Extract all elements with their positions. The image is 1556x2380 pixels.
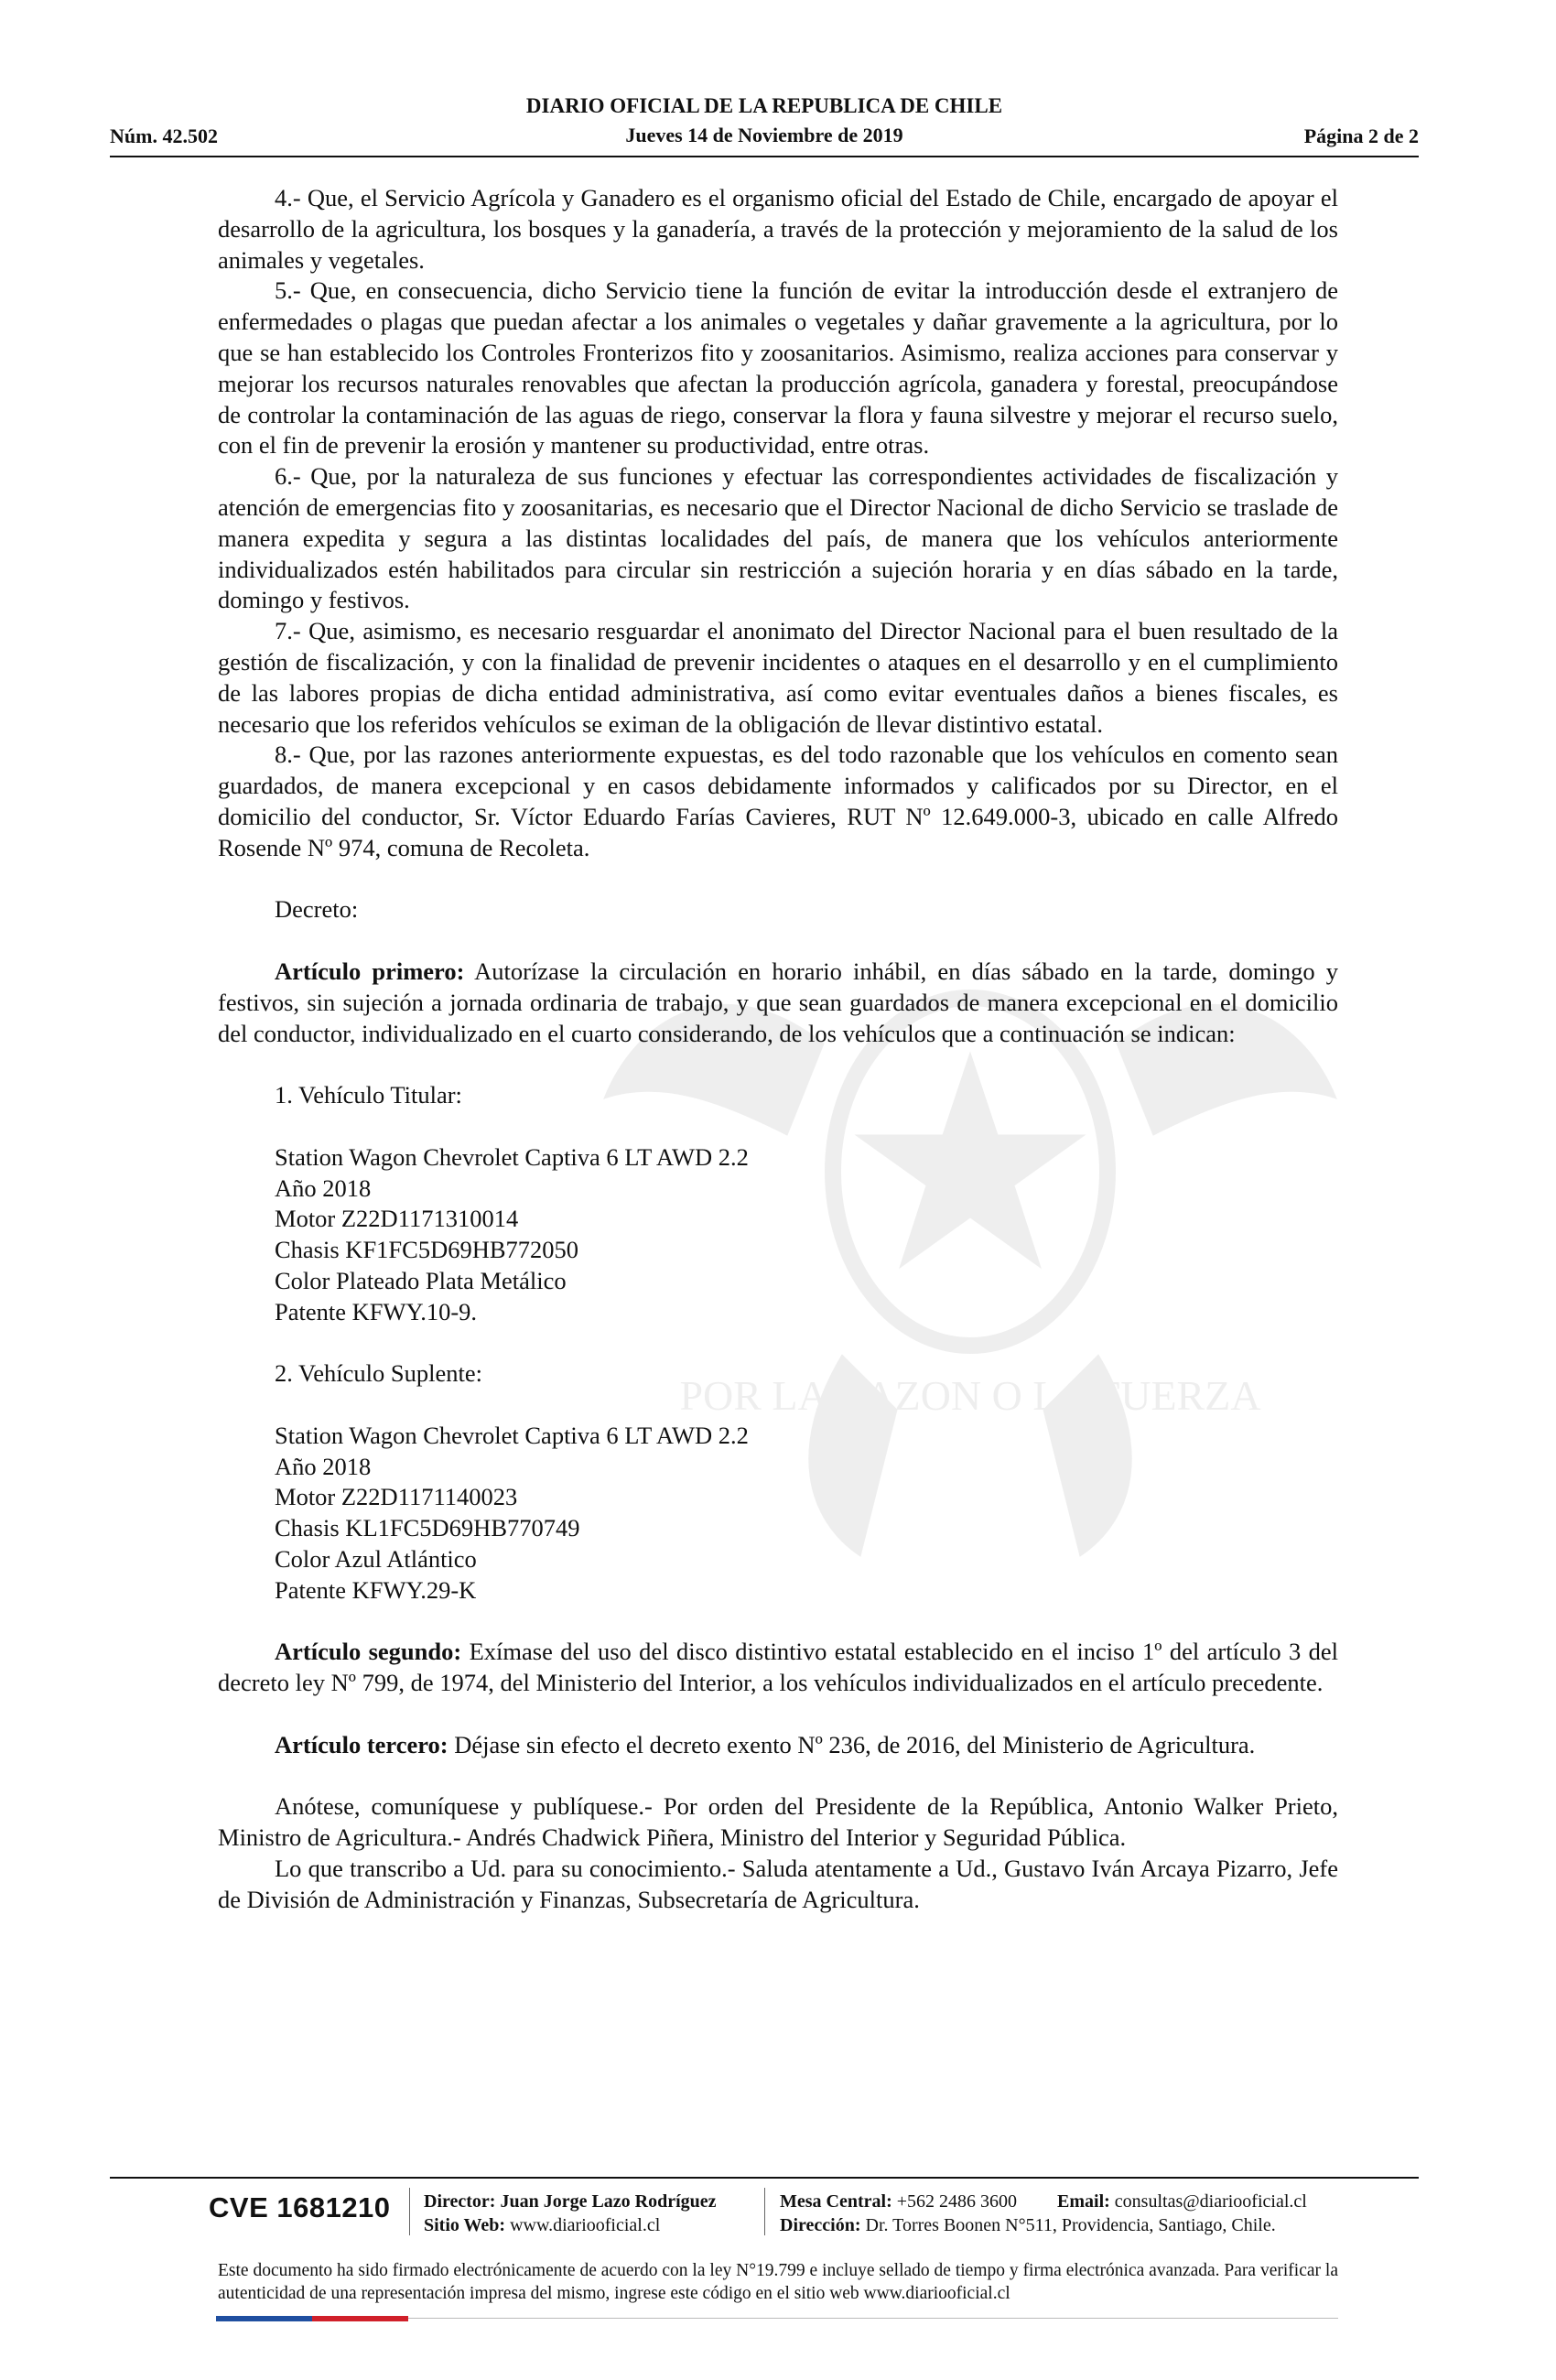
- vehicle-1-plate: Patente KFWY.10-9.: [275, 1297, 478, 1325]
- spacer: [218, 1761, 1338, 1792]
- spacer: [218, 1390, 1338, 1421]
- vehicle-2-details: [218, 1421, 1338, 1606]
- spacer: [218, 1049, 1338, 1080]
- vehicle-2-plate: Patente KFWY.29-K: [275, 1575, 477, 1604]
- considerando-8: 8.- Que, por las razones anteriormente expuestas, es del todo razonable que los vehículos en comento sean guardados, de manera excepcional y en casos debidamente informados y calificados por su Director, en el domicilio del conductor, Sr. Víctor Eduardo Farías Cavieres, RUT Nº 12.649.000-3, ubicado en calle Alfredo Rosende Nº 974, comuna de Recoleta.: [218, 741, 1338, 861]
- footer-divider: [110, 2177, 1419, 2179]
- spacer: [218, 1111, 1338, 1142]
- watermark-motto: POR LA RAZON O LA FUERZA: [679, 1372, 1261, 1419]
- articulo-segundo-text: Exímase del uso del disco distintivo estatal establecido en el inciso 1º del artículo 3 del decreto ley Nº 799, de 1974, del Ministerio del Interior, a los vehículos individualizados en el artículo precedente.: [218, 1638, 1338, 1697]
- footer-separator: [409, 2188, 410, 2235]
- bottom-divider: [408, 2318, 1338, 2319]
- footer-website: [424, 2213, 717, 2237]
- transcription-paragraph: Lo que transcribo a Ud. para su conocimiento.- Saluda atentamente a Ud., Gustavo Iván Arcaya Pizarro, Jefe de División de Administración y Finanzas, Subsecretaría de Agricultura.: [218, 1855, 1338, 1913]
- vehicle-2-model: Station Wagon Chevrolet Captiva 6 LT AWD 2.2: [275, 1421, 749, 1449]
- spacer: [218, 864, 1338, 895]
- footer-contact-block: [780, 2190, 1307, 2237]
- decreto-heading: Decreto:: [275, 895, 359, 924]
- vehicle-1-heading: 1. Vehículo Titular:: [275, 1081, 462, 1109]
- address-label: Dirección:: [780, 2215, 861, 2235]
- vehicle-1-model: Station Wagon Chevrolet Captiva 6 LT AWD 2.2: [275, 1142, 749, 1171]
- website-link[interactable]: www.diariooficial.cl: [510, 2215, 661, 2235]
- email-link[interactable]: consultas@diariooficial.cl: [1114, 2191, 1307, 2212]
- spacer: [218, 1327, 1338, 1358]
- vehicle-2-heading: 2. Vehículo Suplente:: [275, 1359, 482, 1388]
- spacer: [218, 1606, 1338, 1638]
- spacer: [218, 1699, 1338, 1730]
- vehicle-2-year: Año 2018: [275, 1452, 372, 1480]
- vehicle-1-details: [218, 1142, 1338, 1328]
- document-body: [218, 183, 1338, 1916]
- vehicle-1-chassis: Chasis KF1FC5D69HB772050: [275, 1236, 579, 1264]
- articulo-tercero-label: Artículo tercero:: [275, 1730, 448, 1758]
- flag-color-bar: [216, 2316, 408, 2321]
- website-label: Sitio Web:: [424, 2215, 506, 2235]
- considerando-6: 6.- Que, por la naturaleza de sus funciones y efectuar las correspondientes actividades de fiscalización y atención de emergencias fito y zoosanitarias, es necesario que el Director Nacional de dicho Servicio se traslade de manera expedita y segura a las distintas localidades del país, de manera que los vehículos anteriormente individualizados estén habilitados para circular sin restricción a sujeción horaria y en días sábado en la tarde, domingo y festivos.: [218, 462, 1338, 614]
- digital-signature-note: Este documento ha sido firmado electrónicamente de acuerdo con la ley N°19.799 e incluye sellado de tiempo y firma electrónica avanzada. Para verificar la autenticidad de una representación impresa del mismo, ingrese este código en el sitio web www.diariooficial.cl: [218, 2261, 1338, 2303]
- page-header: [110, 92, 1419, 156]
- flag-blue-segment: [216, 2316, 312, 2321]
- considerando-4: 4.- Que, el Servicio Agrícola y Ganadero es el organismo oficial del Estado de Chile, encargado de apoyar el desarrollo de la agricultura, los bosques y la ganadería, a través de la protección y mejoramiento de la salud de los animales y vegetales.: [218, 184, 1338, 274]
- vehicle-2-color: Color Azul Atlántico: [275, 1545, 477, 1574]
- articulo-segundo: [218, 1637, 1338, 1699]
- considerando-5: 5.- Que, en consecuencia, dicho Servicio tiene la función de evitar la introducción desde el extranjero de enfermedades o plagas que puedan afectar a los animales o vegetales y dañar gravemente a la agricultura, por lo que se han establecido los Controles Fronterizos fito y zoosanitarios. Asimismo, realiza acciones para conservar y mejorar los recursos naturales renovables que afectan la producción agrícola, ganadera y forestal, preocupándose de controlar la contaminación de las aguas de riego, conservar la flora y fauna silvestre y mejorar el recurso suelo, con el fin de prevenir la erosión y mantener su productividad, entre otras.: [218, 276, 1338, 460]
- articulo-primero-label: Artículo primero:: [275, 957, 465, 985]
- page-indicator: Página 2 de 2: [1303, 124, 1419, 147]
- footer-phone-email: [780, 2190, 1307, 2213]
- footer-separator: [764, 2188, 765, 2235]
- issue-number: Núm. 42.502: [110, 124, 218, 147]
- email-label: Email:: [1057, 2191, 1110, 2212]
- phone-label: Mesa Central:: [780, 2191, 892, 2212]
- footer-director: [424, 2190, 717, 2213]
- vehicle-1-color: Color Plateado Plata Metálico: [275, 1266, 567, 1294]
- publication-date: Jueves 14 de Noviembre de 2019: [625, 124, 903, 146]
- spacer: [218, 925, 1338, 957]
- considerando-7: 7.- Que, asimismo, es necesario resguardar el anonimato del Director Nacional para el buen resultado de la gestión de fiscalización, y con la finalidad de prevenir incidentes o ataques en el desarrollo y en el cumplimiento de las labores propias de dicha entidad administrativa, así como evitar eventuales daños a bienes fiscales, es necesario que los referidos vehículos se eximan de la obligación de llevar distintivo estatal.: [218, 617, 1338, 738]
- vehicle-1-motor: Motor Z22D1171310014: [275, 1205, 519, 1233]
- flag-red-segment: [312, 2316, 408, 2321]
- vehicle-2-chassis: Chasis KL1FC5D69HB770749: [275, 1514, 580, 1542]
- articulo-primero: [218, 957, 1338, 1049]
- header-center: [110, 92, 1419, 150]
- director-name: Juan Jorge Lazo Rodríguez: [500, 2191, 717, 2212]
- articulo-tercero-text: Déjase sin efecto el decreto exento Nº 236, de 2016, del Ministerio de Agricultura.: [448, 1730, 1256, 1758]
- vehicle-2-motor: Motor Z22D1171140023: [275, 1483, 518, 1511]
- cve-code: CVE 1681210: [209, 2191, 391, 2223]
- vehicle-1-year: Año 2018: [275, 1174, 372, 1202]
- articulo-tercero: [218, 1730, 1338, 1761]
- closing-paragraph: Anótese, comuníquese y publíquese.- Por orden del Presidente de la República, Antonio Walker Prieto, Ministro de Agricultura.- Andrés Chadwick Piñera, Ministro del Interior y Seguridad Pública.: [218, 1792, 1338, 1852]
- phone-value: +562 2486 3600: [896, 2191, 1018, 2212]
- header-divider: [110, 156, 1419, 157]
- footer-address: [780, 2213, 1307, 2237]
- director-label: Director:: [424, 2191, 496, 2212]
- footer-director-block: [424, 2190, 717, 2237]
- address-value: Dr. Torres Boonen N°511, Providencia, Santiago, Chile.: [865, 2215, 1276, 2235]
- articulo-primero-text: Autorízase la circulación en horario inhábil, en días sábado en la tarde, domingo y festivos, sin sujeción a jornada ordinaria de trabajo, y que sean guardados de manera excepcional en el domicilio del conductor, individualizado en el cuarto considerando, de los vehículos que a continuación se indican:: [218, 957, 1338, 1047]
- articulo-segundo-label: Artículo segundo:: [275, 1638, 462, 1666]
- publication-title: DIARIO OFICIAL DE LA REPUBLICA DE CHILE: [525, 94, 1003, 117]
